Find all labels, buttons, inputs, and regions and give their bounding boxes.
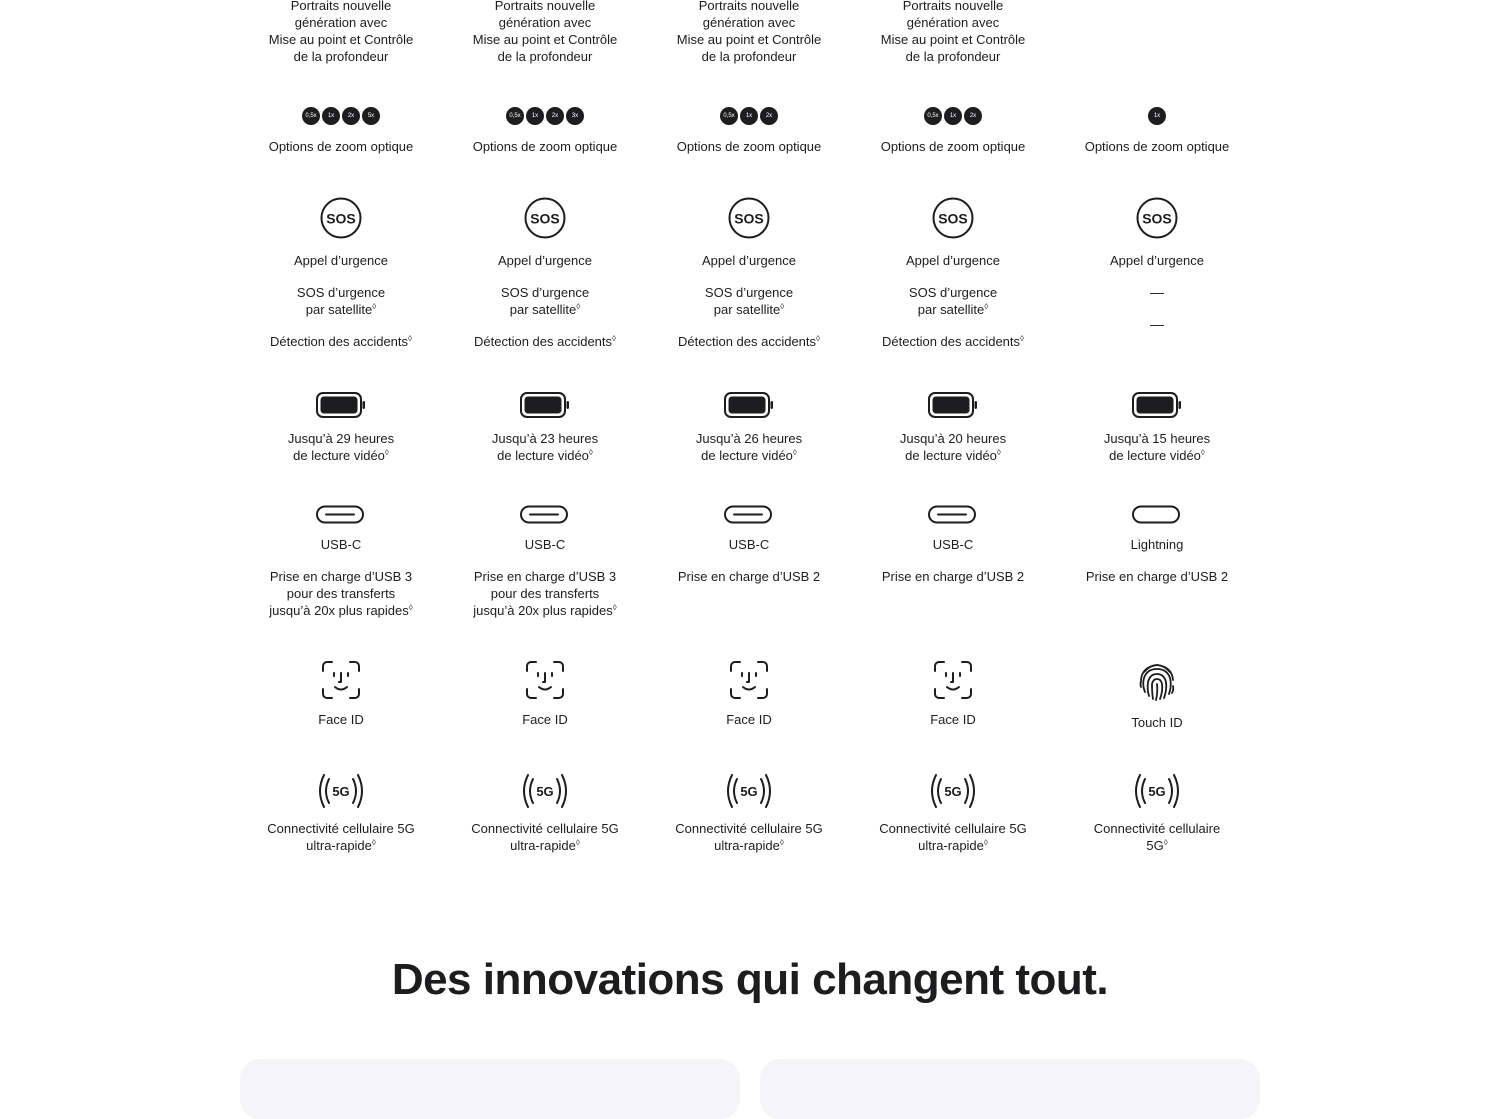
face-id-icon	[649, 660, 849, 700]
battery-life-label-text: Jusqu’à 15 heures	[1103, 431, 1211, 446]
sos-satellite-label-text: SOS d’urgence	[704, 285, 794, 300]
cellular-icon-text: 5G	[944, 784, 962, 799]
sos-icon	[649, 197, 849, 239]
sos-satellite-label-text: par satellite	[917, 302, 985, 317]
battery-life-label-text: Jusqu’à 26 heures	[695, 431, 803, 446]
cellular-label-text: ultra-rapide	[714, 838, 780, 853]
sos-icon	[853, 197, 1053, 239]
connector-label: USB-C	[524, 537, 566, 552]
usb-transfer-label-text: jusqu’à 20x plus rapides	[473, 603, 613, 618]
usb-transfer-label	[1057, 568, 1257, 585]
footnote-mark: ◊	[575, 838, 580, 847]
battery-life-label-text: de lecture vidéo	[1109, 448, 1201, 463]
sos-icon-text: SOS	[938, 210, 968, 227]
section-headline: Des innovations qui changent tout.	[391, 955, 1109, 1004]
battery-life-label	[241, 430, 441, 464]
sos-satellite-label-line	[241, 284, 441, 301]
zoom-options-label: Options de zoom optique	[472, 139, 618, 154]
sos-satellite-label	[853, 284, 1053, 318]
face-id-icon	[853, 660, 1053, 700]
sos-satellite-label-line	[445, 301, 645, 318]
portraits-feature-line	[445, 14, 645, 31]
crash-detection-label	[649, 333, 849, 350]
sos-icon-text: SOS	[734, 210, 764, 227]
portraits-feature-line	[649, 31, 849, 48]
emergency-call-label: Appel d’urgence	[1110, 253, 1204, 268]
usb-transfer-label-line	[241, 602, 441, 619]
footnote-mark: ◊	[996, 448, 1001, 457]
connector-label: Lightning	[1130, 537, 1184, 552]
portraits-feature-line	[649, 14, 849, 31]
footnote-mark: ◊	[576, 302, 581, 311]
portraits-feature	[445, 0, 645, 65]
portraits-feature	[241, 0, 441, 65]
usb-c-port-icon	[241, 505, 441, 525]
zoom-level-circle: 1x	[944, 107, 962, 125]
cellular-label-text: Connectivité cellulaire	[1093, 821, 1221, 836]
usb-c-port-icon	[445, 505, 645, 525]
usb-transfer-label-line	[649, 568, 849, 585]
feature-card-left[interactable]	[240, 1059, 740, 1119]
footnote-mark: ◊	[371, 838, 376, 847]
portraits-feature-text: génération avec	[906, 15, 1000, 30]
zoom-options-label: Options de zoom optique	[676, 139, 822, 154]
zoom-level-circle: 1x	[526, 107, 544, 125]
sos-satellite-label-text: par satellite	[509, 302, 577, 317]
connector-label: USB-C	[320, 537, 362, 552]
portraits-feature-line	[853, 31, 1053, 48]
emergency-call-label: Appel d’urgence	[906, 253, 1000, 268]
cellular-icon-text: 5G	[1148, 784, 1166, 799]
usb-transfer-label	[445, 568, 645, 619]
cellular-label	[241, 820, 441, 854]
battery-icon	[241, 391, 441, 419]
portraits-feature-text: génération avec	[498, 15, 592, 30]
face-id-icon	[241, 660, 441, 700]
usb-c-port-icon	[649, 505, 849, 525]
sos-satellite-label-text: SOS d’urgence	[500, 285, 590, 300]
cellular-label	[853, 820, 1053, 854]
cellular-label-line	[241, 837, 441, 854]
footnote-mark: ◊	[816, 334, 820, 343]
sos-icon	[241, 197, 441, 239]
portraits-feature	[649, 0, 849, 65]
zoom-options-icon	[1057, 107, 1257, 127]
battery-life-label-text: de lecture vidéo	[293, 448, 385, 463]
portraits-feature-line	[241, 0, 441, 14]
cellular-label-line	[1057, 837, 1257, 854]
zoom-level-circle: 3x	[566, 107, 584, 125]
portraits-feature-text: de la profondeur	[497, 49, 593, 64]
portraits-feature-text: Mise au point et Contrôle	[676, 32, 822, 47]
face-id-icon	[445, 660, 645, 700]
usb-transfer-label-text: jusqu’à 20x plus rapides	[269, 603, 409, 618]
cellular-label-line	[445, 837, 645, 854]
battery-life-label-line	[241, 430, 441, 447]
authentication-label: Face ID	[726, 712, 772, 727]
model-column	[853, 0, 1053, 880]
footnote-mark: ◊	[780, 302, 785, 311]
portraits-feature-text: Mise au point et Contrôle	[472, 32, 618, 47]
portraits-feature-text: Portraits nouvelle	[290, 0, 392, 13]
usb-transfer-label-text: Prise en charge d’USB 2	[881, 569, 1025, 584]
cellular-icon-text: 5G	[332, 784, 350, 799]
authentication-label: Face ID	[522, 712, 568, 727]
zoom-level-circle: 0,5x	[302, 107, 320, 125]
cellular-5g-icon	[241, 771, 441, 811]
cellular-label-line	[1057, 820, 1257, 837]
cellular-label-text: Connectivité cellulaire 5G	[471, 821, 619, 836]
sos-icon	[445, 197, 645, 239]
usb-transfer-label-text: pour des transferts	[286, 586, 396, 601]
crash-detection-label	[853, 333, 1053, 350]
usb-transfer-label-line	[1057, 568, 1257, 585]
cellular-5g-icon	[1057, 771, 1257, 811]
zoom-level-circle: 2x	[342, 107, 360, 125]
model-column	[241, 0, 441, 880]
battery-life-label-text: Jusqu’à 20 heures	[899, 431, 1007, 446]
cellular-label-line	[649, 837, 849, 854]
usb-transfer-label-line	[241, 568, 441, 585]
sos-satellite-label-line	[649, 284, 849, 301]
battery-life-label	[649, 430, 849, 464]
zoom-level-circle: 5x	[362, 107, 380, 125]
battery-life-label	[1057, 430, 1257, 464]
zoom-options-label: Options de zoom optique	[880, 139, 1026, 154]
portraits-feature-text: Mise au point et Contrôle	[268, 32, 414, 47]
battery-life-label-line	[241, 447, 441, 464]
footnote-mark: ◊	[384, 448, 389, 457]
emergency-call-label: Appel d’urgence	[702, 253, 796, 268]
portraits-feature-line	[445, 0, 645, 14]
battery-life-label-text: Jusqu’à 23 heures	[491, 431, 599, 446]
footnote-mark: ◊	[983, 838, 988, 847]
cellular-label	[1057, 820, 1257, 854]
connector-label: USB-C	[932, 537, 974, 552]
portraits-feature-line	[445, 31, 645, 48]
sos-satellite-unavailable: —	[1150, 284, 1164, 300]
crash-detection-text: Détection des accidents	[882, 334, 1021, 349]
battery-life-label-line	[445, 430, 645, 447]
cellular-label-line	[649, 820, 849, 837]
battery-life-label-text: Jusqu’à 29 heures	[287, 431, 395, 446]
sos-satellite-label-line	[649, 301, 849, 318]
portraits-feature-text: Portraits nouvelle	[698, 0, 800, 13]
zoom-level-circle: 2x	[546, 107, 564, 125]
sos-satellite-label-text: SOS d’urgence	[296, 285, 386, 300]
usb-transfer-label-line	[853, 568, 1053, 585]
authentication-label: Face ID	[930, 712, 976, 727]
sos-satellite-label-text: SOS d’urgence	[908, 285, 998, 300]
touch-id-icon	[1057, 660, 1257, 702]
usb-transfer-label	[649, 568, 849, 585]
battery-life-label-line	[649, 430, 849, 447]
zoom-level-circle: 1x	[1148, 107, 1166, 125]
battery-life-label-text: de lecture vidéo	[701, 448, 793, 463]
zoom-options-label: Options de zoom optique	[268, 139, 414, 154]
footnote-mark: ◊	[408, 334, 412, 343]
cellular-label-text: Connectivité cellulaire 5G	[879, 821, 1027, 836]
cellular-label-line	[445, 820, 645, 837]
portraits-feature-line	[445, 48, 645, 65]
cellular-label-line	[241, 820, 441, 837]
zoom-level-circle: 1x	[740, 107, 758, 125]
footnote-mark: ◊	[779, 838, 784, 847]
usb-transfer-label-line	[241, 585, 441, 602]
battery-life-label-line	[1057, 447, 1257, 464]
usb-transfer-label	[241, 568, 441, 619]
battery-icon	[853, 391, 1053, 419]
sos-icon-text: SOS	[326, 210, 356, 227]
footnote-mark: ◊	[1020, 334, 1024, 343]
crash-detection-label	[241, 333, 441, 350]
sos-satellite-label	[649, 284, 849, 318]
battery-icon	[445, 391, 645, 419]
usb-transfer-label-line	[445, 568, 645, 585]
footnote-mark: ◊	[408, 603, 413, 612]
portraits-feature-text: Portraits nouvelle	[494, 0, 596, 13]
cellular-icon-text: 5G	[740, 784, 758, 799]
authentication-label: Touch ID	[1131, 715, 1183, 730]
sos-satellite-label-line	[853, 284, 1053, 301]
footnote-mark: ◊	[1163, 838, 1168, 847]
crash-detection-text: Détection des accidents	[270, 334, 409, 349]
cellular-label-text: Connectivité cellulaire 5G	[675, 821, 823, 836]
cellular-label-line	[853, 820, 1053, 837]
emergency-call-label: Appel d’urgence	[498, 253, 592, 268]
cellular-label	[445, 820, 645, 854]
footnote-mark: ◊	[612, 603, 617, 612]
usb-transfer-label-text: Prise en charge d’USB 2	[677, 569, 821, 584]
connector-label: USB-C	[728, 537, 770, 552]
usb-transfer-label-line	[445, 602, 645, 619]
cellular-label-text: ultra-rapide	[510, 838, 576, 853]
portraits-feature-text: de la profondeur	[701, 49, 797, 64]
zoom-options-icon	[445, 107, 645, 127]
sos-icon	[1057, 197, 1257, 239]
cellular-5g-icon	[649, 771, 849, 811]
cellular-5g-icon	[445, 771, 645, 811]
crash-detection-label	[445, 333, 645, 350]
portraits-feature-line	[649, 48, 849, 65]
cellular-5g-icon	[853, 771, 1053, 811]
model-column	[1057, 0, 1257, 880]
usb-c-port-icon	[853, 505, 1053, 525]
sos-icon-text: SOS	[530, 210, 560, 227]
usb-transfer-label-text: pour des transferts	[490, 586, 600, 601]
portraits-feature-text: génération avec	[294, 15, 388, 30]
cellular-label	[649, 820, 849, 854]
sos-satellite-label-line	[445, 284, 645, 301]
usb-transfer-label-text: Prise en charge d’USB 2	[1085, 569, 1229, 584]
crash-detection-text: Détection des accidents	[474, 334, 613, 349]
portraits-feature-line	[853, 48, 1053, 65]
cellular-label-text: ultra-rapide	[306, 838, 372, 853]
battery-life-label-line	[1057, 430, 1257, 447]
portraits-feature-text: de la profondeur	[905, 49, 1001, 64]
footnote-mark: ◊	[588, 448, 593, 457]
portraits-feature-text: de la profondeur	[293, 49, 389, 64]
portraits-feature-text: Portraits nouvelle	[902, 0, 1004, 13]
model-column	[445, 0, 645, 880]
footnote-mark: ◊	[792, 448, 797, 457]
battery-life-label-text: de lecture vidéo	[497, 448, 589, 463]
crash-detection-text: Détection des accidents	[678, 334, 817, 349]
sos-satellite-label-line	[241, 301, 441, 318]
battery-icon	[1057, 391, 1257, 419]
feature-card-right[interactable]	[760, 1059, 1260, 1119]
zoom-level-circle: 2x	[760, 107, 778, 125]
portraits-feature-line	[241, 48, 441, 65]
battery-life-label-line	[445, 447, 645, 464]
lightning-port-icon	[1057, 505, 1257, 525]
battery-life-label-text: de lecture vidéo	[905, 448, 997, 463]
sos-icon-text: SOS	[1142, 210, 1172, 227]
usb-transfer-label-text: Prise en charge d’USB 3	[473, 569, 617, 584]
zoom-level-circle: 0,5x	[720, 107, 738, 125]
usb-transfer-label-text: Prise en charge d’USB 3	[269, 569, 413, 584]
authentication-label: Face ID	[318, 712, 364, 727]
zoom-level-circle: 0,5x	[506, 107, 524, 125]
sos-satellite-label-text: par satellite	[713, 302, 781, 317]
portraits-feature-line	[853, 0, 1053, 14]
cellular-label-line	[853, 837, 1053, 854]
battery-life-label-line	[649, 447, 849, 464]
zoom-level-circle: 2x	[964, 107, 982, 125]
zoom-level-circle: 1x	[322, 107, 340, 125]
zoom-options-icon	[649, 107, 849, 127]
zoom-options-icon	[853, 107, 1053, 127]
footnote-mark: ◊	[372, 302, 377, 311]
zoom-options-label: Options de zoom optique	[1084, 139, 1230, 154]
sos-satellite-label-line	[853, 301, 1053, 318]
zoom-level-circle: 0,5x	[924, 107, 942, 125]
portraits-feature-line	[853, 14, 1053, 31]
battery-life-label	[445, 430, 645, 464]
crash-detection-unavailable: —	[1150, 316, 1164, 332]
sos-satellite-label	[241, 284, 441, 318]
zoom-options-icon	[241, 107, 441, 127]
battery-life-label	[853, 430, 1053, 464]
footnote-mark: ◊	[984, 302, 989, 311]
usb-transfer-label-line	[445, 585, 645, 602]
emergency-call-label: Appel d’urgence	[294, 253, 388, 268]
cellular-label-text: Connectivité cellulaire 5G	[267, 821, 415, 836]
cellular-label-text: ultra-rapide	[918, 838, 984, 853]
portraits-feature-text: Mise au point et Contrôle	[880, 32, 1026, 47]
battery-life-label-line	[853, 447, 1053, 464]
model-column	[649, 0, 849, 880]
portraits-feature-text: génération avec	[702, 15, 796, 30]
portraits-feature-line	[241, 31, 441, 48]
sos-satellite-label-text: par satellite	[305, 302, 373, 317]
portraits-feature	[853, 0, 1053, 65]
cellular-icon-text: 5G	[536, 784, 554, 799]
battery-life-label-line	[853, 430, 1053, 447]
usb-transfer-label	[853, 568, 1053, 585]
footnote-mark: ◊	[1200, 448, 1205, 457]
sos-satellite-label	[445, 284, 645, 318]
cellular-label-text: 5G	[1146, 838, 1164, 853]
footnote-mark: ◊	[612, 334, 616, 343]
portraits-feature-line	[649, 0, 849, 14]
battery-icon	[649, 391, 849, 419]
portraits-feature-line	[241, 14, 441, 31]
